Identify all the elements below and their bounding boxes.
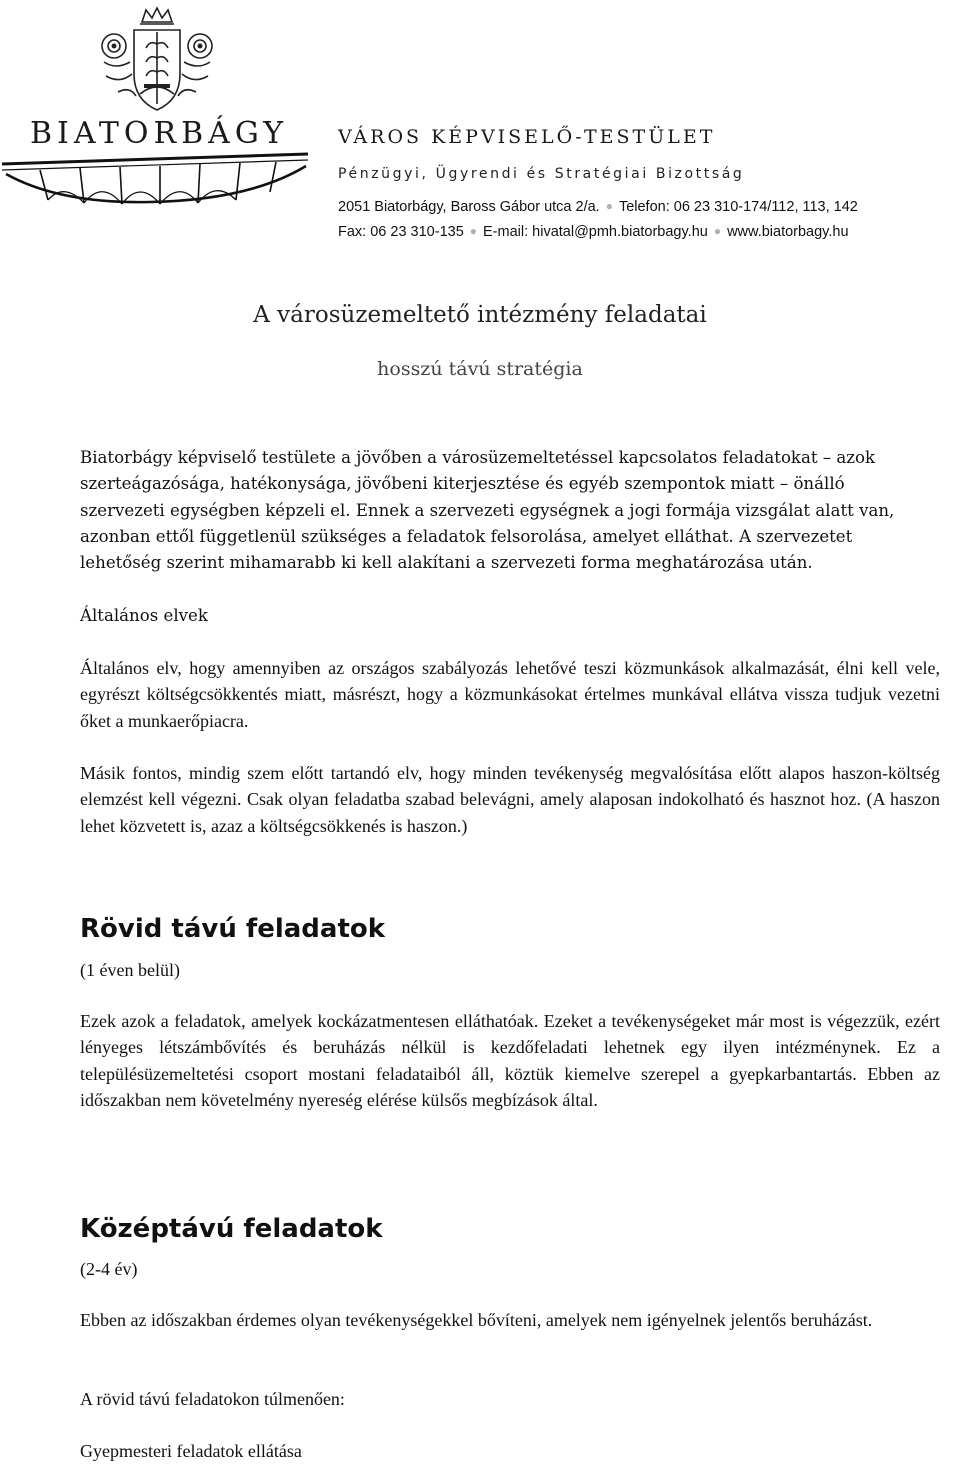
phone-text: Telefon: 06 23 310-174/112, 113, 142 bbox=[618, 199, 858, 215]
brand-wordmark: BIATORBÁGY bbox=[30, 116, 289, 151]
intro-line: Biatorbágy képviselő testülete a jövőben a városüzemeltetéssel kapcsolatos feladatokat – azok bbox=[80, 448, 876, 467]
short-term-paragraph: Ezek azok a feladatok, amelyek kockázatmentesen elláthatóak. Ezeket a tevékenységeket már most is végezzük, ezért lényeges létszámbővítés és beruházás nélkül is kezdőfeladati lehetnek egy ilyen intézménynek. Ez a településüzemeltetési csoport mostani feladataiból áll, köztük kiemelve szerepel a gyepkarbantartás. Ebben az időszakban nem követelmény nyereség elérése külsős megbízások által. bbox=[80, 1011, 940, 1110]
document-subtitle: hosszú távú stratégia bbox=[377, 358, 583, 380]
mid-term-paragraph: Ebben az időszakban érdemes olyan tevékenységekkel bővíteni, amelyek nem igényelnek jelentős beruházást. bbox=[80, 1310, 873, 1330]
city-coat-of-arms-logo bbox=[96, 4, 218, 116]
fax-text: Fax: 06 23 310-135 bbox=[338, 224, 464, 240]
intro-paragraph bbox=[80, 445, 940, 576]
short-term-period: (1 éven belül) bbox=[80, 960, 180, 980]
intro-line: szerteágazósága, hatékonysága, jövőbeni kiterjesztése és egyéb szempontok miatt – önálló bbox=[80, 474, 845, 494]
intro-line: szervezeti egységben képzeli el. Ennek a szervezeti egységnek a jogi formája vizsgálat alatt van, bbox=[80, 500, 895, 520]
document-title: A városüzemeltető intézmény feladatai bbox=[253, 302, 707, 328]
committee-name: Pénzügyi, Ügyrendi és Stratégiai Bizottság bbox=[338, 166, 745, 182]
council-name: VÁROS KÉPVISELŐ-TESTÜLET bbox=[338, 126, 716, 148]
general-principle-paragraph-1: Általános elv, hogy amennyiben az országos szabályozás lehetővé teszi közmunkások alkalmazását, élni kell vele, egyrészt költségcsökkentés miatt, másrészt, hogy a közmunkásokat értelmes munkával ellátva vissza tudjuk vezetni őket a munkaerőpiacra. bbox=[80, 658, 940, 731]
intro-line: azonban ettől függetlenül szükséges a feladatok felsorolása, amelyet elláthat. A szervezetet bbox=[80, 526, 853, 546]
general-principle-paragraph-2: Másik fontos, mindig szem előtt tartandó elv, hogy minden tevékenység megvalósítása előtt alapos haszon-költség elemzést kell végezni. Csak olyan feladatba szabad belevágni, amely alaposan indokolható és hasznot hoz. (A haszon lehet közvetett is, azaz a költségcsökkenés is haszon.) bbox=[80, 763, 940, 836]
email-text[interactable]: E-mail: hivatal@pmh.biatorbagy.hu bbox=[483, 224, 708, 240]
mid-term-intro: A rövid távú feladatokon túlmenően: bbox=[80, 1389, 345, 1409]
website-link[interactable]: www.biatorbagy.hu bbox=[727, 224, 849, 240]
bullet-dot-icon: ● bbox=[713, 224, 722, 238]
short-term-heading: Rövid távú feladatok bbox=[80, 914, 386, 944]
intro-line: lehetőség szerint mihamarabb ki kell alakítani a szervezeti forma meghatározása után. bbox=[80, 553, 813, 573]
address-text: 2051 Biatorbágy, Baross Gábor utca 2/a. bbox=[338, 199, 600, 215]
mid-term-period: (2-4 év) bbox=[80, 1259, 138, 1279]
viaduct-bridge-logo bbox=[0, 108, 310, 208]
bullet-dot-icon: ● bbox=[605, 199, 613, 213]
general-principles-heading: Általános elvek bbox=[80, 606, 208, 625]
bullet-dot-icon: ● bbox=[469, 224, 478, 238]
mid-term-item: Gyepmesteri feladatok ellátása bbox=[80, 1441, 302, 1461]
contact-line-2 bbox=[338, 224, 849, 240]
mid-term-heading: Középtávú feladatok bbox=[80, 1214, 383, 1244]
contact-line-1 bbox=[338, 199, 858, 215]
